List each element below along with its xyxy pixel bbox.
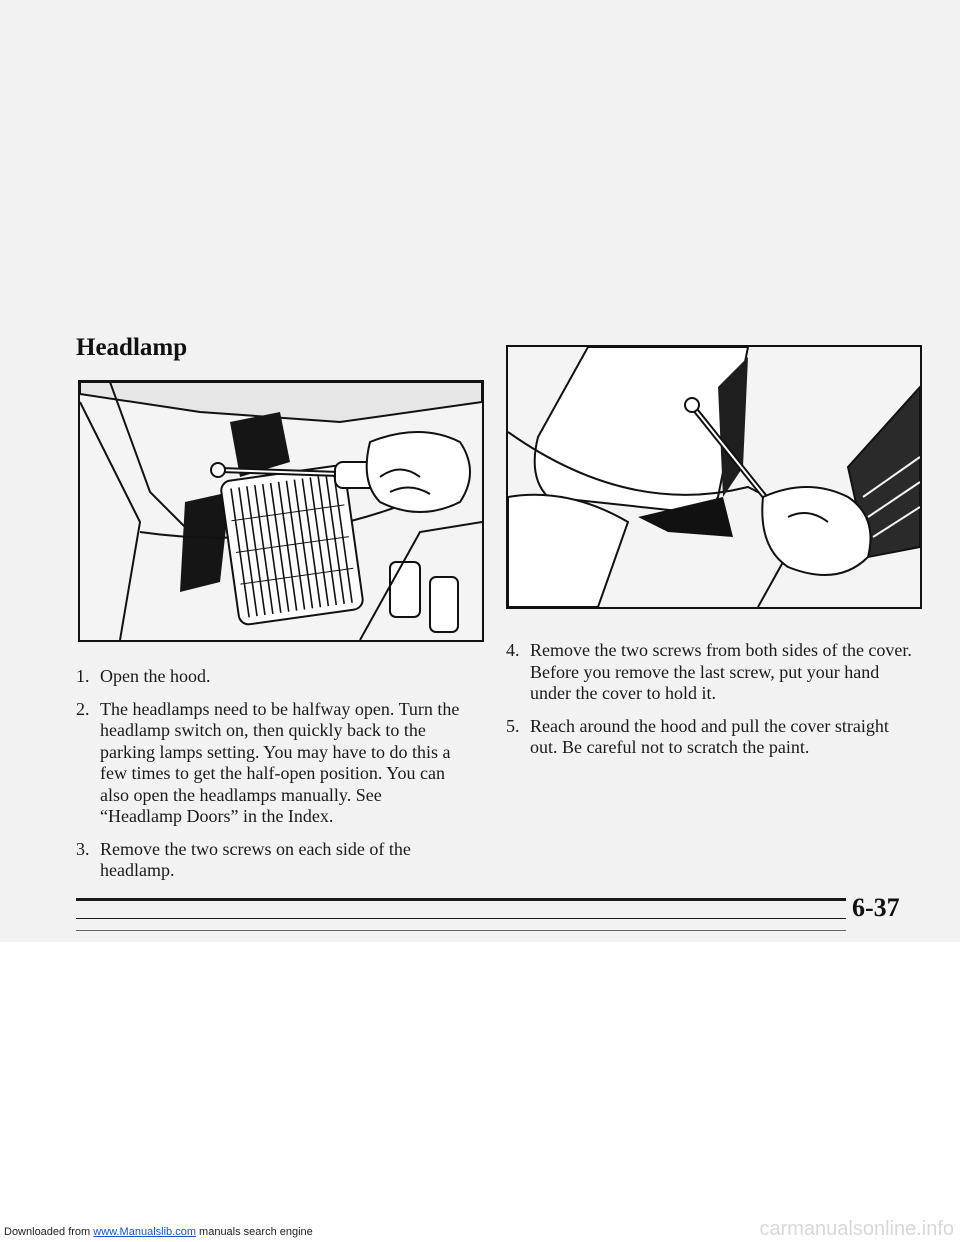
step-text: Remove the two screws from both sides of the cover. Before you remove the last screw, put your hand under the cover to hold it. bbox=[530, 640, 912, 703]
step-item bbox=[76, 699, 466, 828]
step-number: 5. bbox=[506, 715, 520, 736]
footer-suffix: manuals search engine bbox=[195, 1226, 313, 1238]
manualslib-link[interactable]: www.Manualslib.com bbox=[93, 1226, 196, 1238]
footer-rule bbox=[76, 898, 846, 901]
illustration-headlamp-screws bbox=[78, 380, 484, 642]
step-text: Open the hood. bbox=[100, 666, 211, 686]
page-number: 6-37 bbox=[852, 893, 900, 922]
step-item bbox=[506, 716, 918, 759]
illustration-cover-screws bbox=[506, 345, 922, 609]
step-number: 3. bbox=[76, 838, 90, 859]
footer-prefix: Downloaded from bbox=[4, 1226, 94, 1238]
step-number: 2. bbox=[76, 698, 90, 719]
step-item bbox=[76, 839, 466, 882]
step-text: Remove the two screws on each side of the headlamp. bbox=[100, 838, 411, 880]
watermark: carmanualsonline.info bbox=[759, 1218, 954, 1240]
step-number: 4. bbox=[506, 640, 520, 660]
section-title: Headlamp bbox=[76, 334, 188, 361]
step-item bbox=[76, 666, 466, 688]
step-text: The headlamps need to be halfway open. Turn the headlamp switch on, then quickly back to the parking lamps setting. You may have to do this a few times to get the half-open position. You can also open the headlamps manually. See “Headlamp Doors” in the Index. bbox=[100, 698, 460, 826]
step-item bbox=[506, 640, 918, 705]
download-footer bbox=[4, 1226, 313, 1238]
footer-rule bbox=[76, 930, 846, 931]
steps-left bbox=[76, 666, 466, 893]
steps-right bbox=[506, 640, 918, 770]
step-number: 1. bbox=[76, 666, 90, 686]
footer-rule bbox=[76, 918, 846, 919]
step-text: Reach around the hood and pull the cover straight out. Be careful not to scratch the paint. bbox=[530, 715, 889, 757]
